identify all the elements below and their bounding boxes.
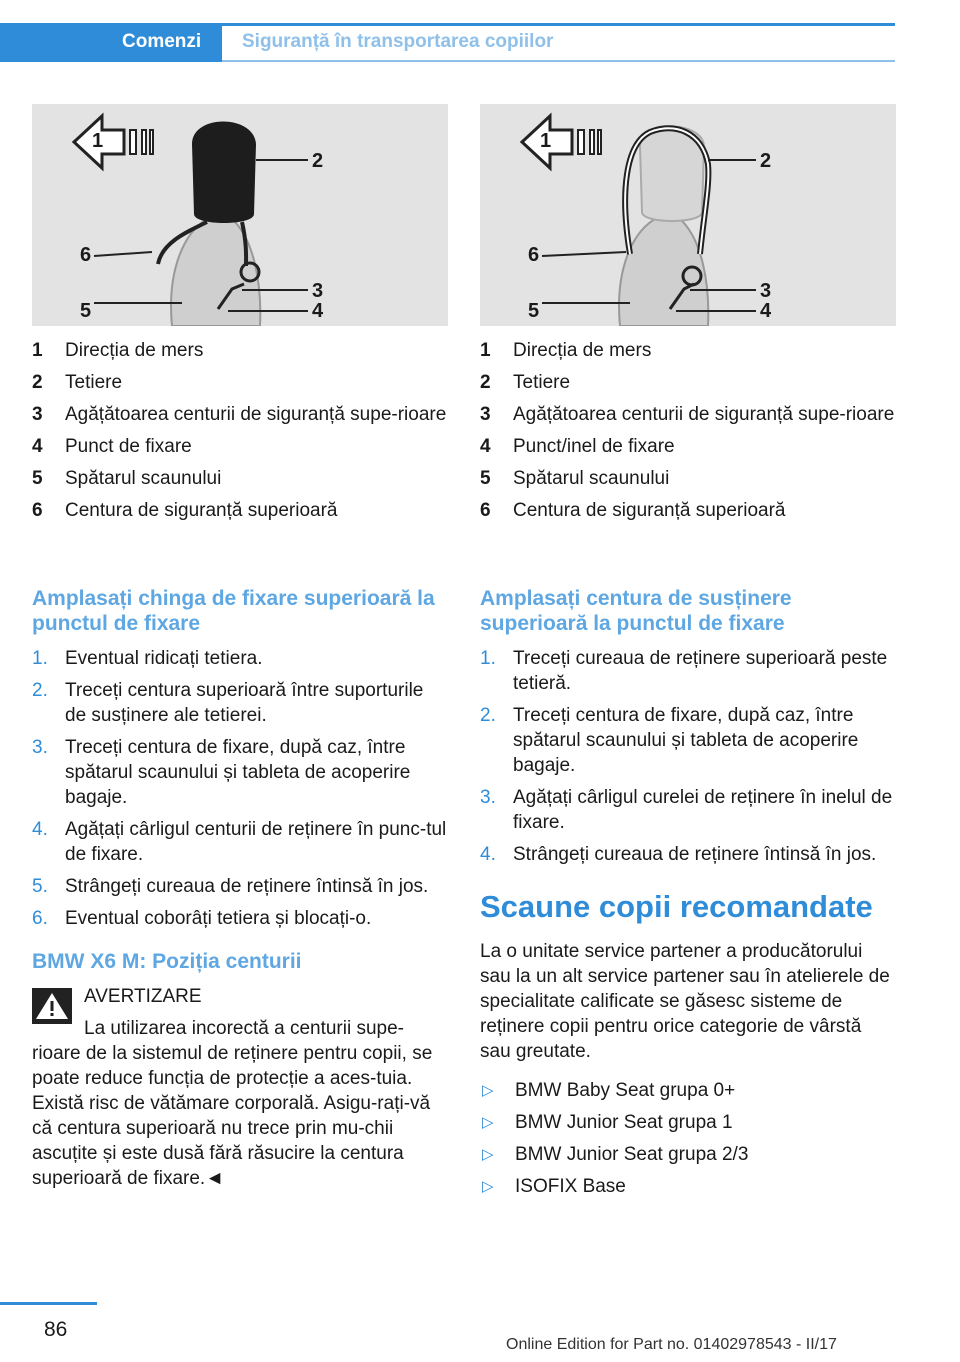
step-item <box>32 874 448 899</box>
step-item <box>32 678 448 728</box>
step-item <box>32 646 448 671</box>
legend-text: Centura de siguranță superioară <box>513 500 786 521</box>
legend-text: Spătarul scaunului <box>513 468 670 489</box>
legend-text: Spătarul scaunului <box>65 468 222 489</box>
left-body <box>32 586 448 1191</box>
figure-callout-3: 3 <box>312 280 324 302</box>
section-title-recommended-seats: Scaune copii recomandate <box>480 889 873 924</box>
step-num: 3. <box>32 737 48 758</box>
step-num: 2. <box>32 680 48 701</box>
bullet-triangle-icon: ▷ <box>482 1114 494 1131</box>
legend-text: Punct de fixare <box>65 436 192 457</box>
list-item-text: BMW Junior Seat grupa 1 <box>515 1112 733 1133</box>
steps-right <box>480 646 896 867</box>
legend-text: Punct/inel de fixare <box>513 436 675 457</box>
legend-num: 1 <box>480 340 491 361</box>
legend-num: 2 <box>480 372 491 393</box>
legend-num: 3 <box>32 404 43 425</box>
legend-item <box>32 466 448 491</box>
step-num: 4. <box>480 844 496 865</box>
bullet-triangle-icon: ▷ <box>482 1178 494 1195</box>
footer-line <box>0 1302 97 1305</box>
step-num: 1. <box>32 648 48 669</box>
figure-callout-5: 5 <box>80 300 92 322</box>
legend-num: 5 <box>32 468 43 489</box>
step-item <box>480 703 896 778</box>
figure-callout-2: 2 <box>760 150 772 172</box>
step-item <box>480 842 896 867</box>
figure-callout-3: 3 <box>760 280 772 302</box>
figure-callout-1: 1 <box>92 130 104 152</box>
legend-item <box>32 338 448 363</box>
legend-num: 4 <box>480 436 491 457</box>
steps-left <box>32 646 448 931</box>
step-num: 5. <box>32 876 48 897</box>
warning-text: La utilizarea incorectă a centurii supe-rioare de la sistemul de reținere pentru copii, se poate reduce funcția de protecție a aces-tuia. Există risc de vătămare corporală. Asigu-rați-vă că centura superioară nu trece prin mu-chii ascuțite și este dusă fără răsucire la centura superioară de fixare.◄ <box>32 1018 433 1189</box>
step-num: 6. <box>32 908 48 929</box>
step-text: Treceți cureaua de reținere superioară peste tetieră. <box>513 648 888 694</box>
legend-item <box>480 466 896 491</box>
list-item <box>480 1142 896 1167</box>
page-number: 86 <box>44 1318 68 1341</box>
tab-commands[interactable]: Comenzi <box>122 31 202 52</box>
section-heading-x6m-belt-position: BMW X6 M: Poziția centurii <box>32 950 302 973</box>
legend-num: 6 <box>480 500 491 521</box>
step-item <box>480 785 896 835</box>
figure-callout-1: 1 <box>540 130 552 152</box>
legend-num: 2 <box>32 372 43 393</box>
section-heading-attach-top-tether: Amplasați chinga de fixare superioară la punctul de fixare <box>32 587 435 635</box>
figure-callout-2: 2 <box>312 150 324 172</box>
legend-left <box>32 338 448 530</box>
legend-item <box>32 434 448 459</box>
legend-text: Tetiere <box>513 372 571 393</box>
step-num: 1. <box>480 648 496 669</box>
right-body <box>480 586 896 1206</box>
step-text: Agățați cârligul curelei de reținere în inelul de fixare. <box>513 787 893 833</box>
legend-text: Agățătoarea centurii de siguranță supe-rioare <box>65 404 447 425</box>
list-item-text: BMW Baby Seat grupa 0+ <box>515 1080 736 1101</box>
figure-callout-4: 4 <box>312 300 324 322</box>
figure-callout-6: 6 <box>80 244 92 266</box>
step-num: 3. <box>480 787 496 808</box>
figure-callout-6: 6 <box>528 244 540 266</box>
list-item <box>480 1078 896 1103</box>
legend-item <box>32 402 448 427</box>
legend-item <box>480 402 896 427</box>
legend-right <box>480 338 896 530</box>
list-item <box>480 1110 896 1135</box>
list-item <box>480 1174 896 1199</box>
legend-num: 6 <box>32 500 43 521</box>
warning-icon <box>32 988 72 1024</box>
warning-title: AVERTIZARE <box>84 986 202 1007</box>
legend-num: 1 <box>32 340 43 361</box>
step-text: Eventual coborâți tetiera și blocați-o. <box>65 908 372 929</box>
legend-text: Tetiere <box>65 372 123 393</box>
header-underline <box>222 60 895 62</box>
legend-item <box>480 370 896 395</box>
seat-list <box>480 1078 896 1199</box>
step-text: Eventual ridicați tetiera. <box>65 648 263 669</box>
step-item <box>32 906 448 931</box>
section-heading-route-over-headrest: Amplasați centura de susținere superioară la punctul de fixare <box>480 587 792 635</box>
legend-num: 4 <box>32 436 43 457</box>
legend-item <box>480 498 896 523</box>
step-num: 4. <box>32 819 48 840</box>
step-num: 2. <box>480 705 496 726</box>
legend-num: 5 <box>480 468 491 489</box>
list-item-text: BMW Junior Seat grupa 2/3 <box>515 1144 749 1165</box>
legend-text: Agățătoarea centurii de siguranță supe-rioare <box>513 404 895 425</box>
intro-paragraph: La o unitate service partener a producătorului sau la un alt service partener sau în atelierele de specialitate calificate se găsesc sisteme de reținere copii pentru orice categorie de vârstă sau greutate. <box>480 941 890 1062</box>
step-item <box>32 817 448 867</box>
legend-item <box>480 434 896 459</box>
step-item <box>480 646 896 696</box>
step-text: Agățați cârligul centurii de reținere în punc-tul de fixare. <box>65 819 447 865</box>
legend-text: Centura de siguranță superioară <box>65 500 338 521</box>
legend-num: 3 <box>480 404 491 425</box>
list-item-text: ISOFIX Base <box>515 1176 626 1197</box>
figure-callout-4: 4 <box>760 300 772 322</box>
bullet-triangle-icon: ▷ <box>482 1146 494 1163</box>
legend-text: Direcția de mers <box>513 340 652 361</box>
step-text: Strângeți cureaua de reținere întinsă în jos. <box>513 844 877 865</box>
figure-callout-5: 5 <box>528 300 540 322</box>
step-text: Treceți centura de fixare, după caz, între spătarul scaunului și tableta de acoperire bagaje. <box>65 737 411 808</box>
legend-item <box>32 370 448 395</box>
warning-block <box>32 984 448 1191</box>
legend-text: Direcția de mers <box>65 340 204 361</box>
step-text: Strângeți cureaua de reținere întinsă în jos. <box>65 876 429 897</box>
bullet-triangle-icon: ▷ <box>482 1082 494 1099</box>
legend-item <box>480 338 896 363</box>
step-text: Treceți centura de fixare, după caz, între spătarul scaunului și tableta de acoperire bagaje. <box>513 705 859 776</box>
footer-edition: Online Edition for Part no. 01402978543 - II/17 <box>506 1336 837 1353</box>
tab-child-safety[interactable]: Siguranță în transportarea copiilor <box>242 31 554 52</box>
step-text: Treceți centura superioară între suporturile de susținere ale tetierei. <box>65 680 424 726</box>
legend-item <box>32 498 448 523</box>
step-item <box>32 735 448 810</box>
